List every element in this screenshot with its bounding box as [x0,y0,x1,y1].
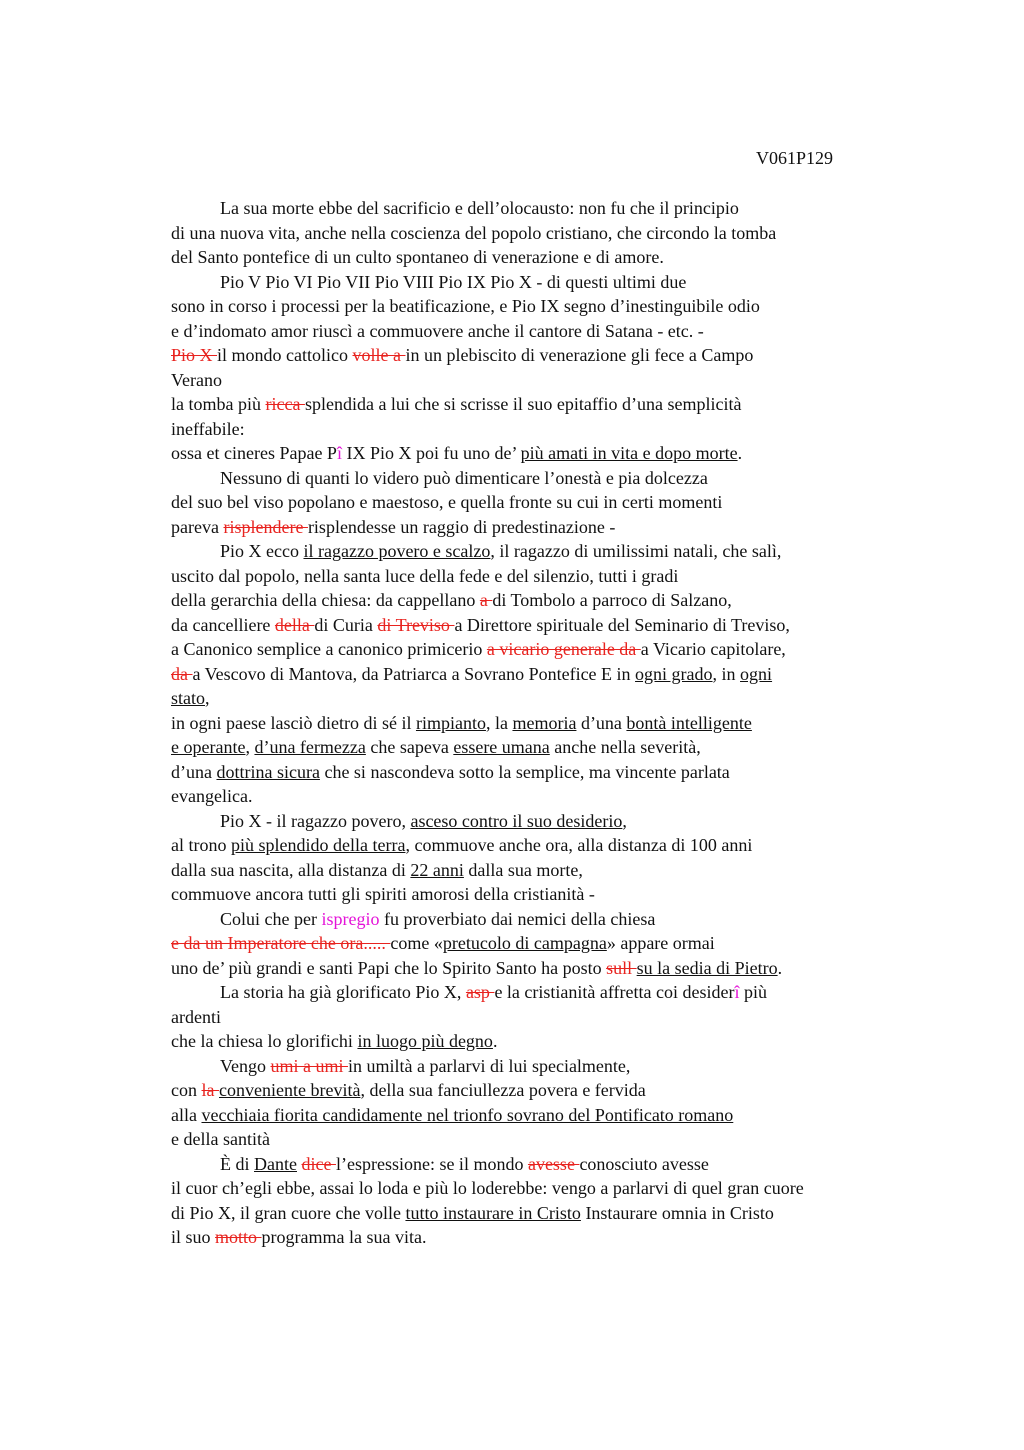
deleted-text: motto [215,1227,262,1247]
deleted-text: umi a umi [270,1055,348,1076]
text-line [171,368,931,393]
text-segment: con [171,1080,202,1100]
text-segment: alla [171,1104,202,1125]
underlined-text: vecchiaia fiorita candidamente nel trionfo sovrano del Pontificato romano [201,1104,734,1125]
text-line [171,1201,931,1226]
text-line [171,221,931,246]
text-segment: Pio V Pio VI Pio VII Pio VIII Pio IX Pio X - di questi ultimi due [220,271,687,292]
text-segment: , commuove anche ora, alla distanza di 100 anni [405,835,753,855]
text-segment: , il ragazzo di umilissimi natali, che salì, [490,541,782,561]
deleted-text: dice [301,1153,336,1174]
deleted-text: la [201,1080,219,1100]
underlined-text: ogni [740,663,773,684]
text-segment: il cuor ch’egli ebbe, assai lo loda e più lo loderebbe: vengo a parlarvi di quel gran cuore [171,1178,804,1198]
text-segment: IX Pio X poi fu uno de’ [341,443,521,463]
text-segment: di Pio X, il gran cuore che volle [171,1202,406,1223]
deleted-text: a vicario generale da [486,639,641,659]
deleted-text: da [171,663,193,684]
underlined-text: dottrina sicura [216,761,320,782]
text-segment: in ogni paese lasciò dietro di sé il [171,712,416,733]
deleted-text: avesse [527,1153,580,1174]
text-segment: l’espressione: se il mondo [335,1153,528,1174]
text-line [171,784,931,809]
text-line [171,662,931,687]
underlined-text: tutto instaurare in Cristo [405,1202,581,1223]
text-line [171,515,931,540]
text-segment: come « [390,933,443,953]
text-segment: splendida a lui che si scrisse il suo epitaffio d’una semplicità [304,394,742,414]
inserted-text: î [734,982,740,1002]
text-segment: » appare ormai [606,933,715,953]
text-segment: Colui che per [220,908,322,929]
text-segment: dalla sua morte, [463,859,583,880]
text-segment: e d’indomato amor riuscì a commuovere anche il cantore di Satana - etc. - [171,320,704,341]
text-line [171,294,931,319]
text-segment: ossa et cineres Papae P [171,443,337,463]
underlined-text: memoria [512,712,577,733]
underlined-text: 22 anni [410,859,464,880]
text-segment: che si nascondeva sotto la semplice, ma vincente parlata [319,761,730,782]
text-line [171,980,931,1005]
text-segment: fu proverbiato dai nemici della chiesa [379,908,656,929]
underlined-text: essere umana [453,737,550,757]
text-segment: . [737,443,743,463]
text-line [171,956,931,981]
text-line [171,686,931,711]
text-segment: la tomba più [171,394,266,414]
text-segment: pareva [171,516,224,537]
underlined-text: ogni grado [635,663,713,684]
text-segment: , la [485,712,513,733]
text-segment: ineffabile: [171,418,245,439]
text-segment: della gerarchia della chiesa: da cappellano [171,590,480,610]
underlined-text: Dante [254,1153,297,1174]
text-segment: che sapeva [365,737,454,757]
underlined-text: più splendido della terra [231,835,406,855]
text-segment: uscito dal popolo, nella santa luce della fede e del silenzio, tutti i gradi [171,565,679,586]
text-segment: e della santità [171,1129,270,1149]
inserted-text: î [336,443,342,463]
text-segment: in un plebiscito di venerazione gli fece a Campo [405,345,754,365]
text-line [171,319,931,344]
text-segment: del suo bel viso popolano e maestoso, e quella fronte su cui in certi momenti [171,492,723,512]
text-line [171,466,931,491]
text-segment: che la chiesa lo glorifichi [171,1031,358,1051]
text-segment: , [245,737,255,757]
text-line [171,613,931,638]
deleted-text: asp [465,982,495,1002]
text-segment: Instaurare omnia in Cristo [580,1202,774,1223]
text-line [171,490,931,515]
deleted-text: Pio X [171,345,218,365]
text-segment: più [739,982,768,1002]
text-line [171,245,931,270]
text-line [171,1029,931,1054]
text-line [171,441,931,466]
text-line [171,564,931,589]
text-line [171,931,931,956]
text-segment: Pio X - il ragazzo povero, [220,810,411,831]
text-segment: , in [712,663,741,684]
page-identifier: V061P129 [756,148,834,168]
text-line [171,539,931,564]
text-line [171,858,931,883]
text-segment: commuove ancora tutti gli spiriti amorosi della cristianità - [171,884,595,904]
text-segment: . [492,1031,498,1051]
text-line [171,588,931,613]
text-line [171,907,931,932]
text-line [171,637,931,662]
deleted-text: e da un Imperatore che ora..... [171,933,391,953]
text-segment: Vengo [220,1055,271,1076]
text-segment: ardenti [171,1006,221,1027]
text-segment: Pio X ecco [220,541,304,561]
text-segment: d’una [171,761,217,782]
text-line [171,196,931,221]
text-segment: a Canonico semplice a canonico primicerio [171,639,487,659]
text-line [171,1078,931,1103]
inserted-text: ispregio [321,908,380,929]
deleted-text: della [274,614,315,635]
text-line [171,1152,931,1177]
underlined-text: più amati in vita e dopo morte [520,443,738,463]
text-segment: È di [220,1153,254,1174]
text-segment: al trono [171,835,231,855]
text-segment: conosciuto avesse [579,1153,709,1174]
text-segment: evangelica. [171,786,253,806]
text-segment: d’una [576,712,627,733]
text-line [171,1225,931,1250]
text-segment: anche nella severità, [549,737,701,757]
underlined-text: stato [171,688,205,708]
text-segment: risplendesse un raggio di predestinazione - [307,516,616,537]
underlined-text: pretucolo di campagna [442,933,607,953]
text-segment: a Vescovo di Mantova, da Patriarca a Sovrano Pontefice E in [192,663,636,684]
manuscript-body [171,196,931,1250]
text-line [171,270,931,295]
deleted-text: di Treviso [377,614,455,635]
underlined-text: e operante [171,737,246,757]
text-line [171,882,931,907]
underlined-text: d’una fermezza [254,737,366,757]
text-segment: Nessuno di quanti lo videro può dimenticare l’onestà e pia dolcezza [220,467,708,488]
deleted-text: volle a [352,345,406,365]
text-segment: a Direttore spirituale del Seminario di Treviso, [454,614,790,635]
text-segment: dalla sua nascita, alla distanza di [171,859,411,880]
text-line [171,735,931,760]
text-segment: La sua morte ebbe del sacrificio e dell’olocausto: non fu che il principio [220,198,739,218]
text-segment: il mondo cattolico [217,345,353,365]
underlined-text: su la sedia di Pietro [636,957,778,978]
text-segment: in umiltà a parlarvi di lui specialmente, [348,1055,631,1076]
text-segment: da cancelliere [171,614,275,635]
text-line [171,711,931,736]
text-segment: , della sua fanciullezza povera e fervida [360,1080,646,1100]
text-segment: a Vicario capitolare, [640,639,786,659]
text-line [171,1176,931,1201]
text-segment: di una nuova vita, anche nella coscienza del popolo cristiano, che circondo la tomba [171,222,777,243]
underlined-text: asceso contro il suo desiderio [410,810,623,831]
deleted-text: sull [606,957,637,978]
text-line [171,833,931,858]
deleted-text: a [479,590,493,610]
text-line [171,1005,931,1030]
deleted-text: risplendere [223,516,308,537]
text-segment: , [622,810,627,831]
text-line [171,417,931,442]
underlined-text: rimpianto [415,712,486,733]
underlined-text: bontà intelligente [626,712,752,733]
text-segment: . [777,957,783,978]
text-segment: di Tombolo a parroco di Salzano, [492,590,732,610]
text-segment: sono in corso i processi per la beatificazione, e Pio IX segno d’inestinguibile odio [171,296,760,316]
text-segment: e la cristianità affretta coi desider [494,982,735,1002]
text-line [171,809,931,834]
text-line [171,760,931,785]
text-segment: uno de’ più grandi e santi Papi che lo Spirito Santo ha posto [171,957,607,978]
text-segment: di Curia [314,614,378,635]
text-segment: Verano [171,369,222,390]
text-segment: il suo [171,1227,216,1247]
text-line [171,1103,931,1128]
text-segment: , [205,688,210,708]
underlined-text: il ragazzo povero e scalzo [303,541,491,561]
text-segment: del Santo pontefice di un culto spontaneo di venerazione e di amore. [171,247,664,267]
underlined-text: conveniente brevità [219,1080,361,1100]
underlined-text: in luogo più degno [357,1031,493,1051]
text-line [171,392,931,417]
text-line [171,343,931,368]
deleted-text: ricca [265,394,305,414]
text-segment: La storia ha già glorificato Pio X, [220,982,466,1002]
text-line [171,1127,931,1152]
text-line [171,1054,931,1079]
text-segment: programma la sua vita. [261,1227,427,1247]
